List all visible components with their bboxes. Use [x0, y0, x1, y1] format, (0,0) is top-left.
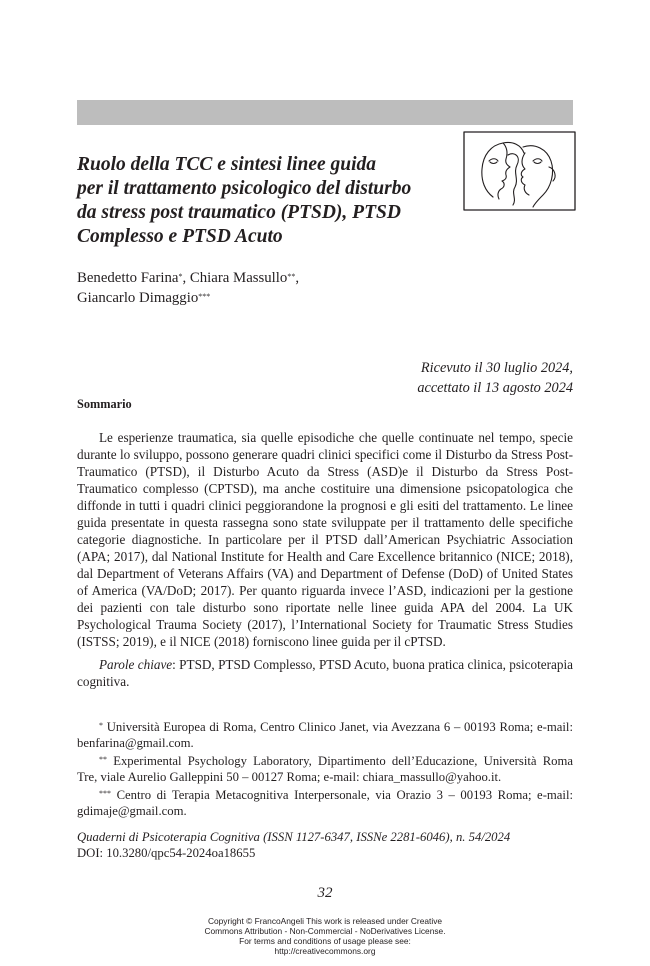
title-line: per il trattamento psicologico del disturbo	[77, 178, 412, 199]
affiliation-mark: ***	[198, 292, 211, 301]
author-name: Chiara Massullo	[189, 270, 288, 286]
author-line	[77, 288, 477, 308]
footnote-mark: **	[99, 755, 107, 764]
footnotes	[77, 719, 573, 821]
journal-reference: Quaderni di Psicoterapia Cognitiva (ISSN 1127-6347, ISSNe 2281-6046), n. 54/2024	[77, 830, 511, 844]
keywords-label: Parole chiave	[99, 657, 173, 672]
keywords	[77, 656, 573, 690]
copyright-line: Copyright © FrancoAngeli This work is released under Creative	[207, 916, 443, 926]
received-dates	[417, 358, 573, 398]
affiliation-mark: *	[178, 272, 183, 281]
author-separator: ,	[295, 270, 300, 286]
copyright-line: Commons Attribution - Non-Commercial - NoDerivatives License.	[204, 926, 446, 936]
header-bar	[77, 100, 573, 125]
footnote	[77, 753, 573, 785]
journal-info	[77, 829, 573, 861]
abstract-text: Le esperienze traumatica, sia quelle episodiche che quelle continuate nel tempo, specie durante lo sviluppo, possono generare quadri clinici specifici come il Disturbo da Stress Post-Traumatico (PTSD), il Disturbo Acuto da Stress (ASD)e il Disturbo da Stress Post-Traumatico complesso (CPTSD), ma anche costituire una dimensione psicopatologica che diffonde in tutti i quadri clinici peggiorandone la prognosi e gli esiti del trattamento. Le linee guida presentate in questa rassegna sono state sviluppate per il trattamento delle specifiche categorie diagnostiche. In particolare per il PTSD dall’American Psychiatric Association (APA; 2017), dal National Institute for Health and Care Excellence britannico (NICE; 2018), dal Department of Veterans Affairs (VA) and Department of Defense (DoD) of United States of America (VA/DoD; 2017). Per quanto riguarda invece l’ASD, indicazioni per la gestione dei pazienti con tale disturbo sono riportate nelle linee guida APA del 2004. La UK Psychological Trauma Society (2017), l’International Society for Traumatic Stress Studies (ISTSS; 2019), e il NICE (2018) forniscono linee guida per il cPTSD.	[77, 430, 573, 649]
footnote-text: Università Europea di Roma, Centro Clinico Janet, via Avezzana 6 – 00193 Roma; e-mail: benfarina@gmail.com.	[77, 720, 573, 750]
doi: DOI: 10.3280/qpc54-2024oa18655	[77, 846, 256, 860]
title-line: Complesso e PTSD Acuto	[77, 226, 283, 247]
footnote-text: Centro di Terapia Metacognitiva Interpersonale, via Orazio 3 – 00193 Roma; e-mail: gdimaje@gmail.com.	[77, 788, 573, 818]
author-name: Giancarlo Dimaggio	[77, 290, 199, 306]
footnote-text: Experimental Psychology Laboratory, Dipartimento dell’Educazione, Università Roma Tre, viale Aurelio Galleppini 50 – 00127 Roma; e-mail: chiara_massullo@yahoo.it.	[77, 754, 573, 784]
summary-heading: Sommario	[77, 397, 132, 411]
license-link[interactable]: http://creativecommons.org	[274, 946, 376, 956]
footnote-mark: *	[99, 721, 103, 730]
article-title	[77, 153, 457, 249]
copyright-line: For terms and conditions of usage please see:	[239, 936, 411, 946]
author-list	[77, 268, 477, 308]
copyright-notice	[0, 916, 650, 956]
title-line: Ruolo della TCC e sintesi linee guida	[77, 154, 377, 175]
author-line	[77, 268, 477, 288]
footnote	[77, 787, 573, 819]
footnote	[77, 719, 573, 751]
journal-logo-faces-icon	[463, 131, 576, 211]
footnote-mark: ***	[99, 789, 111, 798]
affiliation-mark: **	[287, 272, 296, 281]
author-name: Benedetto Farina	[77, 270, 179, 286]
page-number: 32	[317, 885, 333, 901]
keywords-text: : PTSD, PTSD Complesso, PTSD Acuto, buona pratica clinica, psicoterapia cognitiva.	[77, 657, 573, 689]
title-line: da stress post traumatico (PTSD), PTSD	[77, 202, 401, 223]
author-separator: ,	[182, 270, 190, 286]
accepted-date: accettato il 13 agosto 2024	[417, 380, 573, 396]
received-date: Ricevuto il 30 luglio 2024,	[420, 360, 573, 376]
